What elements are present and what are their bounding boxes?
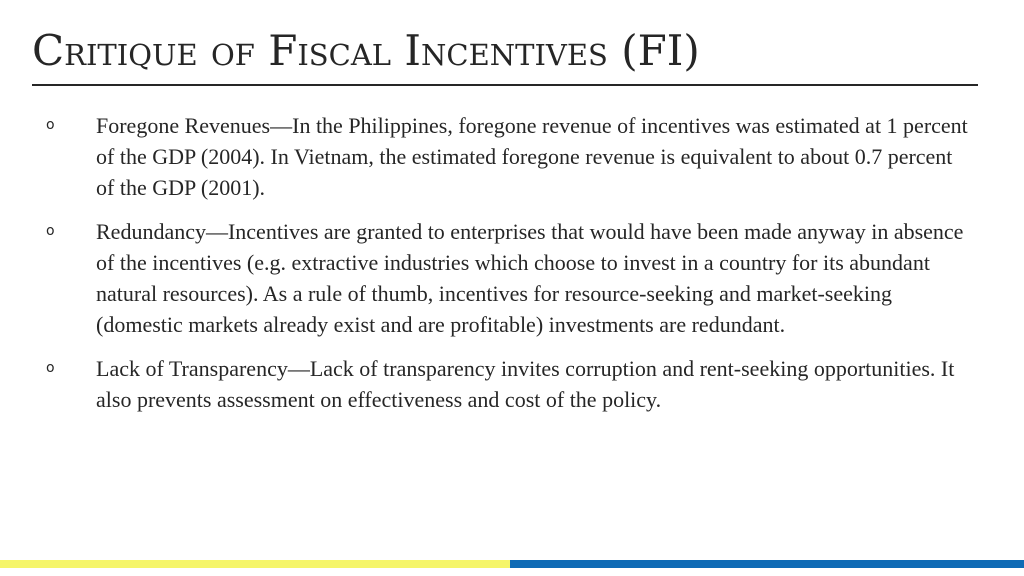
bullet-item-redundancy [46,216,976,340]
footer-color-bar [0,560,1024,568]
footer-bar-yellow [0,560,510,568]
bullet-text: Lack of Transparency—Lack of transparency invites corruption and rent-seeking opportunities. It also prevents assessment on effectiveness and cost of the policy. [96,356,955,412]
bullet-text: Redundancy—Incentives are granted to enterprises that would have been made anyway in absence of the incentives (e.g. extractive industries which choose to invest in a country for its abundant natural resources). As a rule of thumb, incentives for resource-seeking and market-seeking (domestic markets already exist and are profitable) investments are redundant. [96,219,964,337]
bullet-item-foregone-revenues [46,110,976,203]
bullet-marker-icon: o [46,223,55,239]
footer-bar-blue [510,560,1024,568]
bullet-marker-icon: o [46,117,55,133]
bullet-list [46,110,976,428]
bullet-item-lack-of-transparency [46,353,976,415]
slide-title: Critique of Fiscal Incentives (FI) [32,26,700,75]
bullet-text: Foregone Revenues—In the Philippines, foregone revenue of incentives was estimated at 1 percent of the GDP (2004). In Vietnam, the estimated foregone revenue is equivalent to about 0.7 percent of the GDP (2001). [96,113,968,200]
bullet-marker-icon: o [46,360,55,376]
title-underline [32,84,978,86]
